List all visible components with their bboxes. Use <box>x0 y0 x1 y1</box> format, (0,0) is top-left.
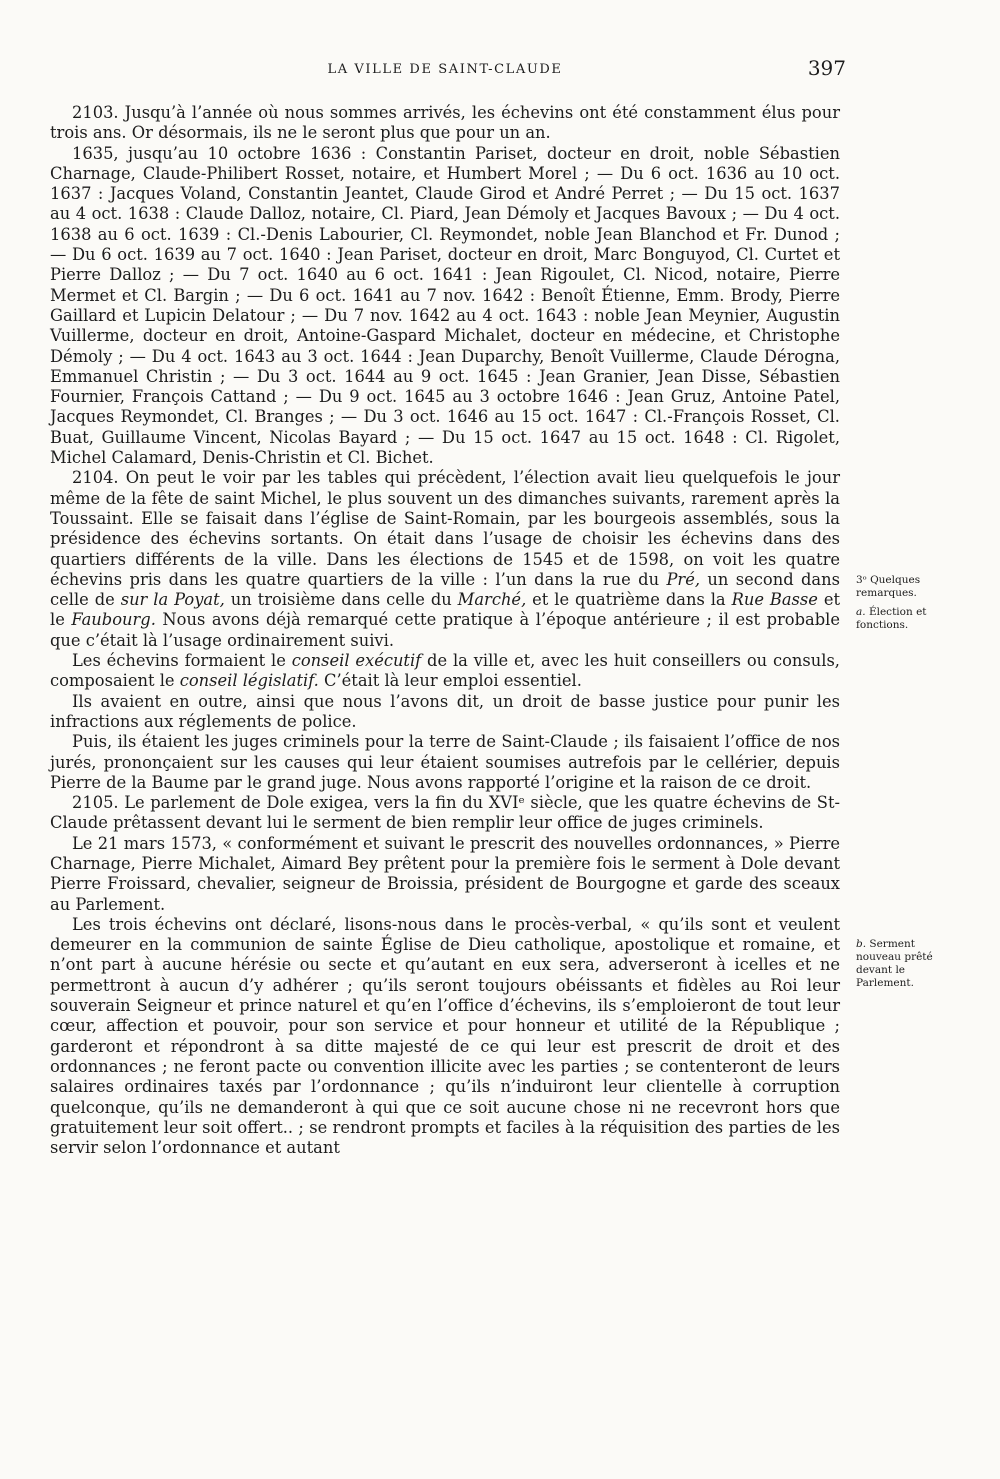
paragraph-juges-criminels: Puis, ils étaient les juges criminels pour la terre de Saint-Claude ; ils faisaient l’office de nos jurés, prononçaient sur les causes qui leur étaient soumises autrefois par le cellérier, depuis Pierre de la Baume par le grand juge. Nous avons rapporté l’origine et la raison de ce droit. <box>50 732 840 792</box>
paragraph-1573: Le 21 mars 1573, « conformément et suivant le prescrit des nouvelles ordonnances, » Pierre Charnage, Pierre Michalet, Aimard Bey prêtent pour la première fois le serment à Dole devant Pierre Froissard, chevalier, seigneur de Broissia, président de Bourgogne et garde des sceaux au Parlement. <box>50 833 840 914</box>
body-text <box>50 103 840 1158</box>
page-header <box>50 56 846 86</box>
margin-note-serment: b. Serment nouveau prêté devant le Parlement. <box>856 938 933 989</box>
paragraph-basse-justice: Ils avaient en outre, ainsi que nous l’avons dit, un droit de basse justice pour punir les infractions aux réglements de police. <box>50 691 840 731</box>
paragraph-echevins-list: 1635, jusqu’au 10 octobre 1636 : Constantin Pariset, docteur en droit, noble Sébastien Charnage, Claude-Philibert Rosset, notaire, et Humbert Morel ; — Du 6 oct. 1636 au 10 oct. 1637 : Jacques Voland, Constantin Jeantet, Claude Girod et André Perret ; — Du 15 oct. 1637 au 4 oct. 1638 : Claude Dalloz, notaire, Cl. Piard, Jean Démoly et Jacques Bavoux ; — Du 4 oct. 1638 au 6 oct. 1639 : Cl.-Denis Labourier, Cl. Reymondet, noble Jean Blanchod et Fr. Dunod ; — Du 6 oct. 1639 au 7 oct. 1640 : Jean Pariset, docteur en droit, Marc Bonguyod, Cl. Curtet et Pierre Dalloz ; — Du 7 oct. 1640 au 6 oct. 1641 : Jean Rigoulet, Cl. Nicod, notaire, Pierre Mermet et Cl. Bargin ; — Du 6 oct. 1641 au 7 nov. 1642 : Benoît Étienne, Emm. Brody, Pierre Gaillard et Lupicin Delatour ; — Du 7 nov. 1642 au 4 oct. 1643 : noble Jean Meynier, Augustin Vuillerme, docteur en droit, Antoine-Gaspard Michalet, docteur en médecine, et Christophe Démoly ; — Du 4 oct. 1643 au 3 oct. 1644 : Jean Duparchy, Benoît Vuillerme, Claude Dérogna, Emmanuel Christin ; — Du 3 oct. 1644 au 9 oct. 1645 : Jean Granier, Jean Disse, Sébastien Fournier, François Cattand ; — Du 9 oct. 1645 au 3 octobre 1646 : Jean Gruz, Antoine Patel, Jacques Reymondet, Cl. Branges ; — Du 3 oct. 1646 au 15 oct. 1647 : Cl.-François Rosset, Cl. Buat, Guillaume Vincent, Nicolas Bayard ; — Du 15 oct. 1647 au 15 oct. 1648 : Cl. Rigolet, Michel Calamard, Denis-Christin et Cl. Bichet. <box>50 143 840 468</box>
paragraph-2105: 2105. Le parlement de Dole exigea, vers la fin du XVIᵉ siècle, que les quatre échevins de St-Claude prêtassent devant lui le serment de bien remplir leur office de juges criminels. <box>50 793 840 833</box>
paragraph-proces-verbal: Les trois échevins ont déclaré, lisons-nous dans le procès-verbal, « qu’ils sont et veulent demeurer en la communion de sainte Église de Dieu catholique, apostolique et romaine, et n’ont part à aucune hérésie ou secte et qu’autant en eux sera, adverseront à icelles et ne permettront à aucun d’y adhérer ; qu’ils seront toujours obéissants et fidèles au Roi leur souverain Seigneur et prince naturel et qu’en l’office d’échevins, ils s’emploieront de tout leur cœur, affection et pouvoir, pour son service et pour honneur et utilité de la République ; garderont et répondront à sa ditte majesté de ce qui leur est prescrit de droit et des ordonnances ; ne feront pacte ou convention illicite avec les parties ; se contenteront de leurs salaires ordinaires taxés par l’ordonnance ; qu’ils n’induiront leur clientelle à corruption quelconque, qu’ils ne demanderont à qui que ce soit aucune chose ni ne recevront hors que gratuitement leur soit offert.. ; se rendront prompts et faciles à la réquisition des parties de les servir selon l’ordonnance et autant <box>50 914 840 1158</box>
margin-note-quelques-remarques: 3ᵒ Quelques remarques. a. Élection et fonctions. <box>856 574 927 631</box>
paragraph-conseil: Les échevins formaient le conseil exécutif de la ville et, avec les huit conseillers ou consuls, composaient le conseil législatif. C’était là leur emploi essentiel. <box>50 651 840 691</box>
running-title: LA VILLE DE SAINT-CLAUDE <box>327 62 563 77</box>
paragraph-2104: 2104. On peut le voir par les tables qui précèdent, l’élection avait lieu quelquefois le jour même de la fête de saint Michel, le plus souvent un des dimanches suivants, rarement après la Toussaint. Elle se faisait dans l’église de Saint-Romain, par les bourgeois assemblés, sous la présidence des échevins sortants. On était dans l’usage de choisir les échevins dans des quartiers différents de la ville. Dans les élections de 1545 et de 1598, on voit les quatre échevins pris dans les quatre quartiers de la ville : l’un dans la rue du Pré, un second dans celle de sur la Poyat, un troisième dans celle du Marché, et le quatrième dans la Rue Basse et le Faubourg. Nous avons déjà remarqué cette pratique à l’époque antérieure ; il est probable que c’était là l’usage ordinairement suivi. <box>50 468 841 650</box>
paragraph-2103: 2103. Jusqu’à l’année où nous sommes arrivés, les échevins ont été constamment élus pour trois ans. Or désormais, ils ne le seront plus que pour un an. <box>50 103 840 143</box>
page-number: 397 <box>807 56 846 80</box>
